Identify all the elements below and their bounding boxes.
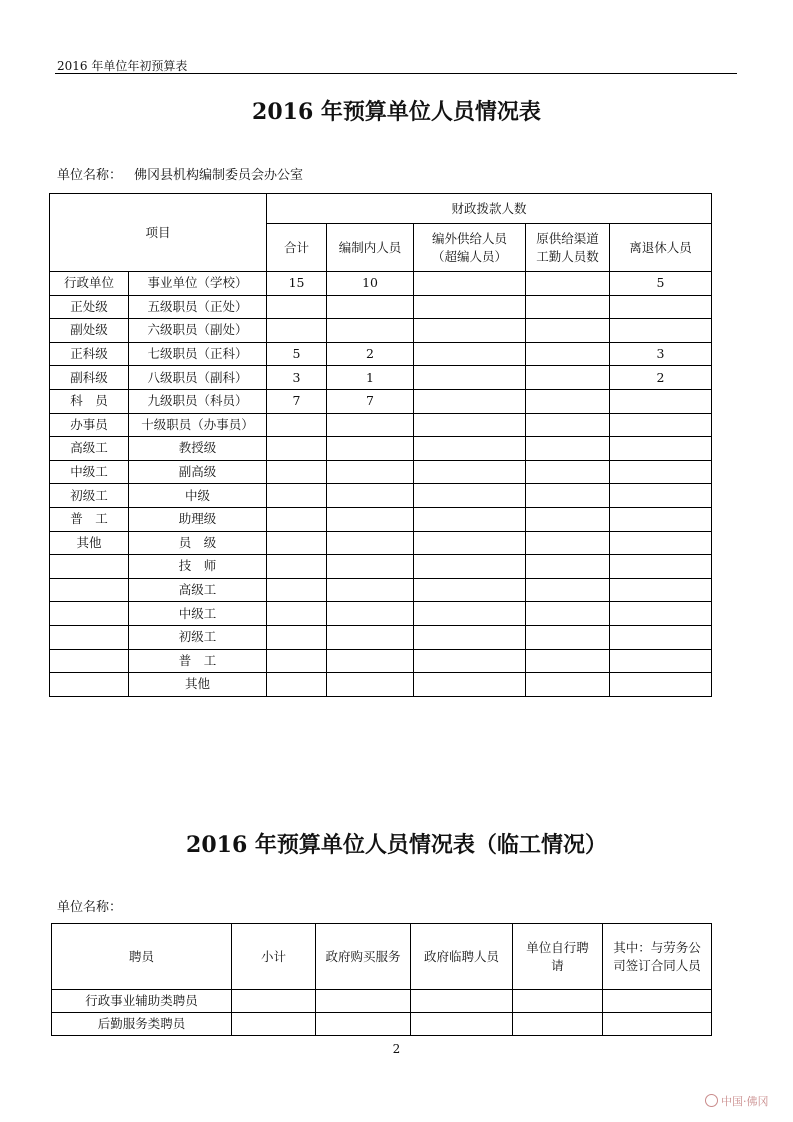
value-cell xyxy=(526,649,610,673)
value-cell xyxy=(526,272,610,296)
table-row xyxy=(50,295,712,319)
value-cell xyxy=(610,673,712,697)
table-row xyxy=(50,272,712,296)
table1-title: 2016 年预算单位人员情况表 xyxy=(252,99,541,125)
value-cell xyxy=(610,531,712,555)
row-grade: 高级工 xyxy=(129,578,267,602)
row-category xyxy=(50,602,129,626)
row-grade: 事业单位（学校） xyxy=(129,272,267,296)
row-category: 行政单位 xyxy=(50,272,129,296)
row-category xyxy=(50,625,129,649)
value-cell xyxy=(610,578,712,602)
value-cell xyxy=(327,673,414,697)
value-cell xyxy=(526,673,610,697)
value-cell xyxy=(610,460,712,484)
value-cell xyxy=(414,342,526,366)
column-header: 合计 xyxy=(267,224,327,272)
value-cell xyxy=(327,602,414,626)
value-cell xyxy=(327,460,414,484)
value-cell xyxy=(232,990,316,1013)
value-cell xyxy=(526,578,610,602)
row-category: 初级工 xyxy=(50,484,129,508)
value-cell xyxy=(411,1013,513,1036)
value-cell xyxy=(610,319,712,343)
value-cell: 3 xyxy=(267,366,327,390)
group-header: 财政拨款人数 xyxy=(267,194,712,224)
value-cell xyxy=(327,555,414,579)
value-cell xyxy=(610,602,712,626)
item-header: 项目 xyxy=(50,194,267,272)
staffing-table xyxy=(49,193,712,697)
value-cell xyxy=(267,319,327,343)
row-grade: 初级工 xyxy=(129,625,267,649)
watermark-logo-icon xyxy=(705,1094,718,1107)
row-grade: 技 师 xyxy=(129,555,267,579)
value-cell xyxy=(610,437,712,461)
row-category: 正处级 xyxy=(50,295,129,319)
table-row xyxy=(50,673,712,697)
value-cell xyxy=(327,507,414,531)
column-header: 政府临聘人员 xyxy=(411,924,513,990)
row-grade: 七级职员（正科） xyxy=(129,342,267,366)
table-row xyxy=(50,413,712,437)
value-cell xyxy=(414,602,526,626)
value-cell xyxy=(267,602,327,626)
table-row xyxy=(50,437,712,461)
table-row xyxy=(50,625,712,649)
value-cell xyxy=(267,555,327,579)
row-category xyxy=(50,649,129,673)
row-grade: 副高级 xyxy=(129,460,267,484)
value-cell: 2 xyxy=(610,366,712,390)
column-header: 政府购买服务 xyxy=(316,924,411,990)
row-grade: 六级职员（副处） xyxy=(129,319,267,343)
value-cell xyxy=(414,295,526,319)
value-cell xyxy=(526,460,610,484)
value-cell: 10 xyxy=(327,272,414,296)
row-category: 正科级 xyxy=(50,342,129,366)
value-cell xyxy=(267,625,327,649)
value-cell xyxy=(327,319,414,343)
row-grade: 九级职员（科员） xyxy=(129,389,267,413)
value-cell xyxy=(316,1013,411,1036)
row-grade: 中级 xyxy=(129,484,267,508)
value-cell xyxy=(267,578,327,602)
row-grade: 员 级 xyxy=(129,531,267,555)
value-cell xyxy=(414,649,526,673)
value-cell xyxy=(414,507,526,531)
value-cell xyxy=(610,484,712,508)
column-header: 原供给渠道 工勤人员数 xyxy=(526,224,610,272)
value-cell xyxy=(414,484,526,508)
table-row xyxy=(50,484,712,508)
value-cell: 7 xyxy=(327,389,414,413)
table-row xyxy=(52,1013,712,1036)
row-grade: 十级职员（办事员） xyxy=(129,413,267,437)
table1-unit-line xyxy=(57,164,303,183)
value-cell xyxy=(610,555,712,579)
page-header: 2016 年单位年初预算表 xyxy=(57,59,188,73)
value-cell xyxy=(603,990,712,1013)
row-grade: 五级职员（正处） xyxy=(129,295,267,319)
temp-staff-table xyxy=(51,923,712,1036)
table-row xyxy=(50,389,712,413)
row-grade: 其他 xyxy=(129,673,267,697)
value-cell xyxy=(414,673,526,697)
value-cell xyxy=(267,413,327,437)
value-cell xyxy=(414,531,526,555)
value-cell xyxy=(610,507,712,531)
value-cell xyxy=(603,1013,712,1036)
row-category: 办事员 xyxy=(50,413,129,437)
row-grade: 八级职员（副科） xyxy=(129,366,267,390)
unit-label: 单位名称： xyxy=(57,168,123,183)
table-row xyxy=(50,319,712,343)
value-cell: 5 xyxy=(267,342,327,366)
value-cell: 15 xyxy=(267,272,327,296)
row-category xyxy=(50,578,129,602)
value-cell xyxy=(526,555,610,579)
row-category: 副处级 xyxy=(50,319,129,343)
column-header: 编外供给人员 （超编人员） xyxy=(414,224,526,272)
table-row xyxy=(50,531,712,555)
value-cell xyxy=(526,413,610,437)
value-cell xyxy=(414,366,526,390)
table2-title: 2016 年预算单位人员情况表（临工情况） xyxy=(186,832,607,858)
row-grade: 中级工 xyxy=(129,602,267,626)
value-cell xyxy=(610,649,712,673)
table-row xyxy=(52,990,712,1013)
table-row xyxy=(50,555,712,579)
row-label: 后勤服务类聘员 xyxy=(52,1013,232,1036)
unit-name: 佛冈县机构编制委员会办公室 xyxy=(134,168,304,183)
value-cell xyxy=(327,437,414,461)
value-cell xyxy=(267,649,327,673)
value-cell xyxy=(414,389,526,413)
value-cell xyxy=(526,366,610,390)
value-cell xyxy=(267,673,327,697)
value-cell xyxy=(414,272,526,296)
value-cell xyxy=(267,484,327,508)
row-category xyxy=(50,555,129,579)
value-cell xyxy=(267,531,327,555)
value-cell xyxy=(526,625,610,649)
value-cell xyxy=(414,625,526,649)
column-header: 小计 xyxy=(232,924,316,990)
value-cell xyxy=(267,507,327,531)
row-grade: 教授级 xyxy=(129,437,267,461)
row-label: 行政事业辅助类聘员 xyxy=(52,990,232,1013)
table-row xyxy=(50,342,712,366)
value-cell: 5 xyxy=(610,272,712,296)
row-category xyxy=(50,673,129,697)
watermark xyxy=(705,1093,769,1109)
unit-label: 单位名称： xyxy=(57,900,123,915)
value-cell: 2 xyxy=(327,342,414,366)
value-cell xyxy=(414,460,526,484)
header-divider xyxy=(55,73,737,74)
value-cell xyxy=(327,578,414,602)
value-cell xyxy=(513,990,603,1013)
value-cell xyxy=(414,413,526,437)
value-cell xyxy=(526,342,610,366)
value-cell xyxy=(267,460,327,484)
value-cell xyxy=(411,990,513,1013)
table-row xyxy=(50,578,712,602)
row-grade: 助理级 xyxy=(129,507,267,531)
value-cell xyxy=(610,389,712,413)
value-cell xyxy=(414,555,526,579)
value-cell xyxy=(414,319,526,343)
value-cell xyxy=(327,649,414,673)
table2-unit-line xyxy=(57,896,122,915)
value-cell xyxy=(327,413,414,437)
value-cell xyxy=(316,990,411,1013)
row-grade: 普 工 xyxy=(129,649,267,673)
value-cell xyxy=(327,531,414,555)
value-cell xyxy=(526,295,610,319)
table-row xyxy=(50,649,712,673)
value-cell xyxy=(267,295,327,319)
watermark-text: 中国·佛冈 xyxy=(721,1095,769,1108)
column-header: 聘员 xyxy=(52,924,232,990)
value-cell xyxy=(327,625,414,649)
page-number: 2 xyxy=(392,1042,401,1056)
column-header: 离退休人员 xyxy=(610,224,712,272)
value-cell xyxy=(610,295,712,319)
column-header: 编制内人员 xyxy=(327,224,414,272)
value-cell xyxy=(414,578,526,602)
row-category: 科 员 xyxy=(50,389,129,413)
value-cell: 7 xyxy=(267,389,327,413)
table-row xyxy=(50,460,712,484)
row-category: 普 工 xyxy=(50,507,129,531)
value-cell xyxy=(232,1013,316,1036)
value-cell xyxy=(526,319,610,343)
value-cell: 3 xyxy=(610,342,712,366)
row-category: 中级工 xyxy=(50,460,129,484)
column-header: 其中：与劳务公 司签订合同人员 xyxy=(603,924,712,990)
value-cell xyxy=(327,295,414,319)
value-cell xyxy=(526,484,610,508)
column-header: 单位自行聘 请 xyxy=(513,924,603,990)
value-cell xyxy=(610,413,712,437)
value-cell xyxy=(526,531,610,555)
table-row xyxy=(50,366,712,390)
table-row xyxy=(50,507,712,531)
value-cell xyxy=(327,484,414,508)
value-cell xyxy=(526,507,610,531)
value-cell xyxy=(526,602,610,626)
value-cell: 1 xyxy=(327,366,414,390)
value-cell xyxy=(414,437,526,461)
table-row xyxy=(50,602,712,626)
row-category: 其他 xyxy=(50,531,129,555)
value-cell xyxy=(526,437,610,461)
row-category: 高级工 xyxy=(50,437,129,461)
row-category: 副科级 xyxy=(50,366,129,390)
value-cell xyxy=(513,1013,603,1036)
value-cell xyxy=(526,389,610,413)
value-cell xyxy=(267,437,327,461)
value-cell xyxy=(610,625,712,649)
